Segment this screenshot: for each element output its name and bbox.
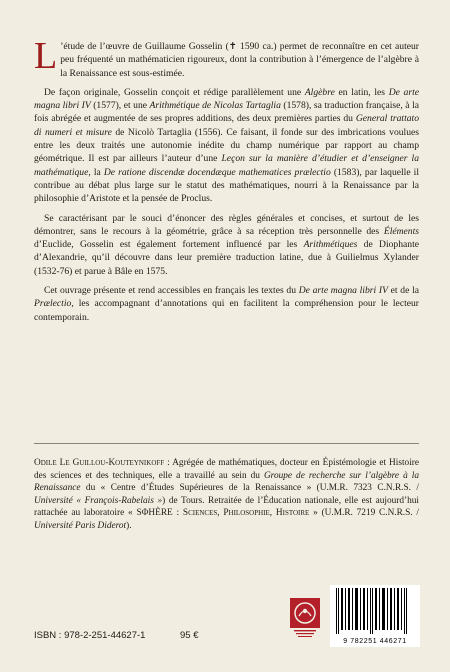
barcode-digits: 9 782251 446271: [343, 638, 407, 645]
publisher-logo: [290, 598, 320, 638]
author-bio: Odile Le Guillou-Kouteynikoff : Agrégée de mathématiques, docteur en Épistémologie et Histoire des sciences et des techniques, elle a travaillé au sein du Groupe de recherche sur l’algèbre à la Renaissance du « Centre d’Études Supérieures de la Renaissance » (U.M.R. 7323 C.N.R.S. / Université « François-Rabelais ») de Tours. Retraitée de l’Éducation nationale, elle est aujourd’hui rattachée au laboratoire « SΦHÈRE : Sciences, Philosophie, Histoire » (U.M.R. 7219 C.N.R.S. / Université Paris Diderot).: [34, 458, 420, 531]
drop-cap: L: [34, 35, 58, 77]
barcode: [330, 585, 420, 647]
author-name: Odile Le Guillou-Kouteynikoff: [34, 458, 165, 468]
isbn: ISBN : 978-2-251-44627-1: [34, 630, 146, 641]
paragraph-3: Se caractérisant par le souci d’énoncer des règles générales et concises, et surtout de les démontrer, sans le recours à la géométrie, grâce à sa réception très personnelle des Éléments d’Euclide, Gosselin est également fortement influencé par les Arithmétiques de Diophante d’Alexandrie, qu’il découvre dans leur première traduction latine, due à Guilielmus Xylander (1532-76) et parue à Bâle en 1575.: [34, 212, 419, 277]
intro-paragraph: L ’étude de l’œuvre de Guillaume Gosselin (✝ 1590 ca.) permet de reconnaître en cet auteur peu fréquenté un mathématicien rigoureux, dont la contribution à l’émergence de l’algèbre à la Renaissance est sous-estimée.: [34, 35, 419, 79]
cover-text: [34, 35, 420, 330]
paragraph-2: De façon originale, Gosselin conçoit et rédige parallèlement une Algèbre en latin, les De arte magna libri IV (1577), et une Arithmétique de Nicolas Tartaglia (1578), sa traduction française, à la fois abrégée et augmentée de ses propres additions, des deux premières parties du General trattato di numeri et misure de Nicolò Tartaglia (1556). Ce faisant, il fonde sur des imbrications voulues entre les deux traités une autonomie inédite du champ numérique par rapport au champ géométrique. Il est par ailleurs l’auteur d’une Leçon sur la manière d’étudier et d’enseigner la mathématique, la De ratione discendæ docendæque mathematices prælectio (1583), par laquelle il contribue au débat plus large sur le statut des mathématiques, nourri à la Renaissance par la philosophie d’Aristote et la pensée de Proclus.: [34, 86, 420, 205]
paragraph-4: Cet ouvrage présente et rend accessibles en français les textes du De arte magna libri IV et de la Prælectio, les accompagnant d’annotations qui en facilitent la compréhension pour le lecteur contemporain.: [34, 285, 419, 323]
price: 95 €: [180, 630, 199, 641]
barcode-bars: [330, 588, 420, 638]
divider: [34, 443, 419, 444]
